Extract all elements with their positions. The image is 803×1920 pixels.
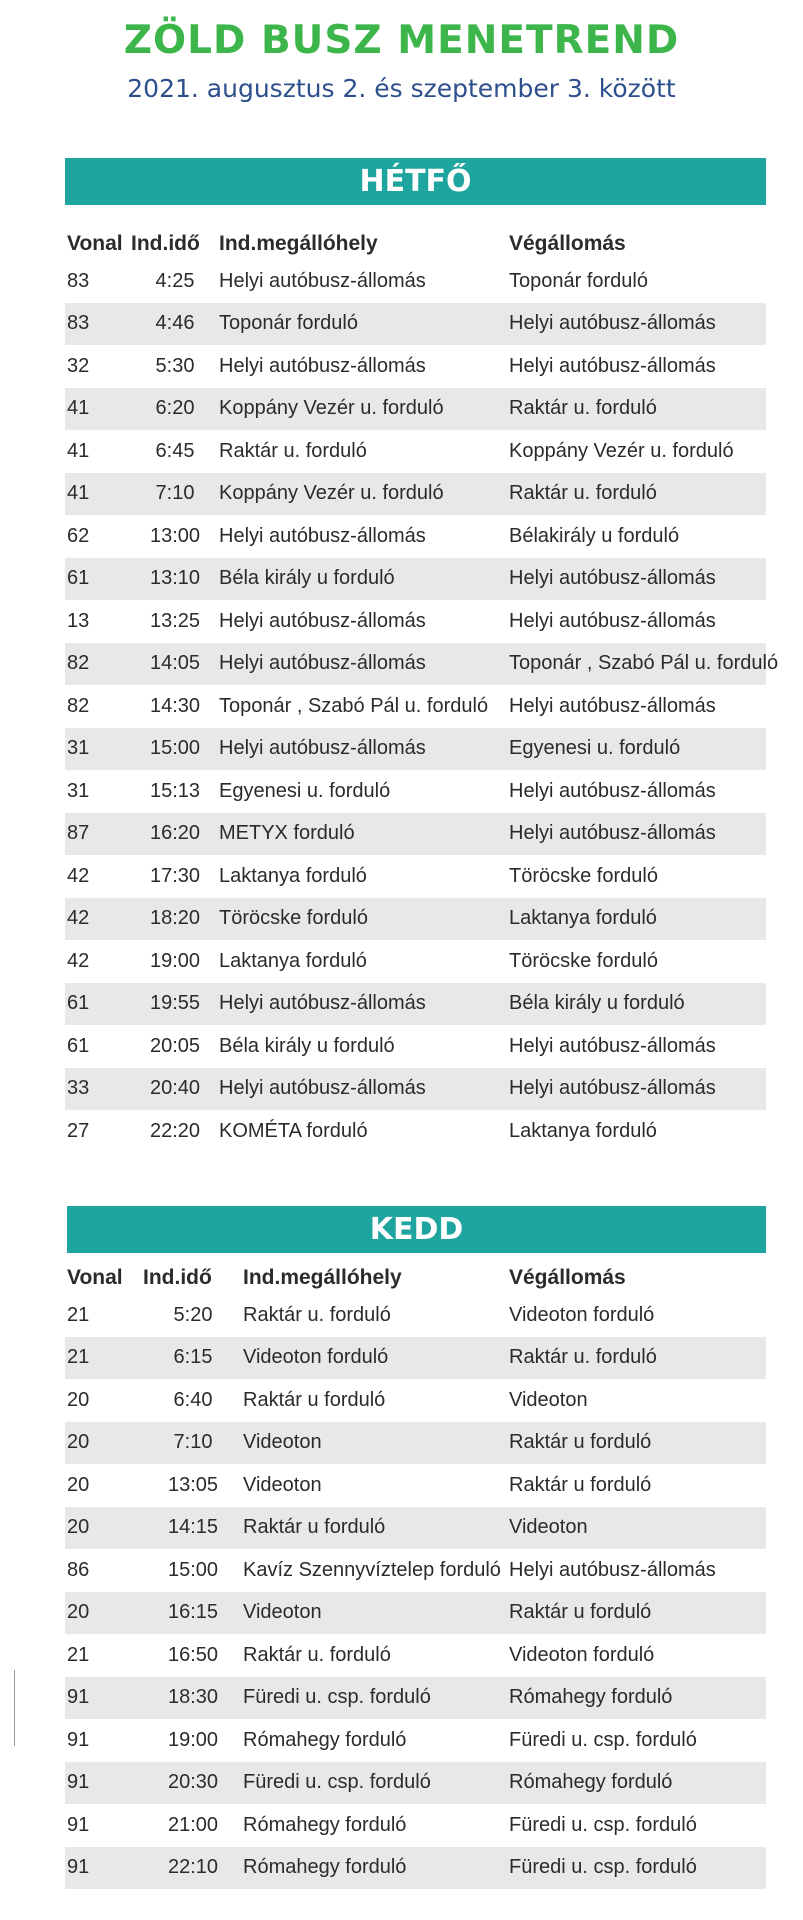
terminus-cell: Raktár u forduló: [509, 1592, 766, 1635]
terminus-cell: Egyenesi u. forduló: [509, 728, 766, 771]
line-number-cell: 91: [65, 1847, 143, 1890]
departure-time-cell: 13:25: [149, 609, 201, 632]
page-subtitle: 2021. augusztus 2. és szeptember 3. között: [127, 74, 676, 103]
table-row: [65, 345, 766, 388]
departure-time-cell: 13:10: [131, 558, 219, 601]
line-number-cell: 33: [65, 1068, 131, 1111]
line-number-cell: 41: [65, 473, 131, 516]
line-number-cell: 42: [67, 949, 90, 972]
departure-time-cell: 16:50: [167, 1643, 219, 1666]
departure-stop-cell: Helyi autóbusz-állomás: [219, 1068, 509, 1111]
column-header-ind-ido: Ind.idő: [143, 1266, 212, 1289]
terminus-cell: Raktár u forduló: [509, 1473, 652, 1496]
table-row: [65, 855, 766, 898]
line-number-cell: 61: [65, 558, 131, 601]
terminus-cell: Videoton: [509, 1507, 766, 1550]
terminus-cell: Videoton: [509, 1388, 588, 1411]
line-number-cell: 13: [67, 609, 90, 632]
line-number-cell: 20: [65, 1422, 143, 1465]
table-row: [65, 1847, 766, 1890]
schedule-table-kedd: [65, 1262, 766, 1889]
column-header-ind-ido: Ind.idő: [131, 232, 200, 255]
departure-stop-cell: Toponár , Szabó Pál u. forduló: [219, 694, 489, 717]
departure-stop-cell: Helyi autóbusz-állomás: [219, 524, 426, 547]
terminus-cell: Helyi autóbusz-állomás: [509, 303, 766, 346]
departure-time-cell: 5:30: [155, 354, 195, 377]
departure-stop-cell: Raktár u forduló: [243, 1388, 386, 1411]
departure-stop-cell: Helyi autóbusz-állomás: [219, 269, 426, 292]
day-banner-kedd: KEDD: [67, 1206, 766, 1253]
departure-stop-cell: Füredi u. csp. forduló: [243, 1762, 509, 1805]
terminus-cell: Bélakirály u forduló: [509, 524, 680, 547]
departure-time-cell: 20:40: [131, 1068, 219, 1111]
line-number-cell: 20: [67, 1473, 90, 1496]
table-row: [65, 1719, 766, 1762]
terminus-cell: Helyi autóbusz-állomás: [509, 609, 716, 632]
departure-stop-cell: Béla király u forduló: [219, 558, 509, 601]
page-title: ZÖLD BUSZ MENETREND: [123, 18, 680, 63]
departure-stop-cell: Rómahegy forduló: [243, 1813, 407, 1836]
table-row: [65, 983, 766, 1026]
departure-time-cell: 16:20: [131, 813, 219, 856]
departure-time-cell: 15:00: [167, 1558, 219, 1581]
line-number-cell: 21: [67, 1303, 90, 1326]
line-number-cell: 91: [67, 1728, 90, 1751]
line-number-cell: 42: [65, 898, 131, 941]
terminus-cell: Béla király u forduló: [509, 983, 766, 1026]
table-row: [65, 260, 766, 303]
table-row: [65, 1110, 766, 1153]
day-banner-hetfo: HÉTFŐ: [65, 158, 766, 205]
departure-time-cell: 20:05: [149, 1034, 201, 1057]
terminus-cell: Helyi autóbusz-állomás: [509, 354, 716, 377]
terminus-cell: Füredi u. csp. forduló: [509, 1847, 766, 1890]
line-number-cell: 61: [67, 1034, 90, 1057]
line-number-cell: 20: [67, 1388, 90, 1411]
departure-stop-cell: Béla király u forduló: [219, 1034, 395, 1057]
departure-stop-cell: Raktár u forduló: [243, 1507, 509, 1550]
line-number-cell: 41: [65, 388, 131, 431]
line-number-cell: 31: [67, 779, 90, 802]
terminus-cell: Füredi u. csp. forduló: [509, 1813, 697, 1836]
line-number-cell: 20: [65, 1507, 143, 1550]
terminus-cell: Töröcske forduló: [509, 949, 658, 972]
table-row: [65, 515, 766, 558]
line-number-cell: 86: [67, 1558, 90, 1581]
terminus-cell: Videoton forduló: [509, 1643, 655, 1666]
departure-time-cell: 16:15: [143, 1592, 243, 1635]
table-row: [65, 685, 766, 728]
column-header-vegallomas: Végállomás: [509, 232, 626, 255]
departure-time-cell: 15:00: [131, 728, 219, 771]
departure-time-cell: 22:10: [143, 1847, 243, 1890]
departure-time-cell: 13:05: [167, 1473, 219, 1496]
departure-time-cell: 4:46: [131, 303, 219, 346]
line-number-cell: 62: [67, 524, 90, 547]
terminus-cell: Raktár u forduló: [509, 1422, 766, 1465]
terminus-cell: Rómahegy forduló: [509, 1677, 766, 1720]
terminus-cell: Rómahegy forduló: [509, 1762, 766, 1805]
table-row: [65, 1464, 766, 1507]
line-number-cell: 41: [67, 439, 90, 462]
departure-stop-cell: Egyenesi u. forduló: [219, 779, 391, 802]
column-header-vonal: Vonal: [67, 1266, 123, 1289]
line-number-cell: 91: [65, 1762, 143, 1805]
table-row: [65, 940, 766, 983]
table-row: [65, 600, 766, 643]
departure-stop-cell: Koppány Vezér u. forduló: [219, 473, 509, 516]
terminus-cell: Toponár , Szabó Pál u. forduló: [509, 643, 766, 686]
departure-stop-cell: Raktár u. forduló: [243, 1643, 391, 1666]
departure-time-cell: 4:25: [155, 269, 195, 292]
column-header-ind-megallohely: Ind.megállóhely: [219, 232, 378, 255]
departure-time-cell: 6:45: [155, 439, 195, 462]
line-number-cell: 20: [65, 1592, 143, 1635]
departure-stop-cell: Rómahegy forduló: [243, 1728, 407, 1751]
table-row: [65, 388, 766, 431]
departure-stop-cell: Toponár forduló: [219, 303, 509, 346]
terminus-cell: Videoton forduló: [509, 1303, 655, 1326]
line-number-cell: 82: [67, 694, 90, 717]
line-number-cell: 83: [65, 303, 131, 346]
terminus-cell: Toponár forduló: [509, 269, 648, 292]
terminus-cell: Raktár u. forduló: [509, 388, 766, 431]
terminus-cell: Raktár u. forduló: [509, 1337, 766, 1380]
departure-stop-cell: Videoton: [243, 1473, 322, 1496]
departure-stop-cell: Helyi autóbusz-állomás: [219, 983, 509, 1026]
departure-time-cell: 20:30: [143, 1762, 243, 1805]
margin-line: [14, 1670, 15, 1746]
departure-stop-cell: Helyi autóbusz-állomás: [219, 728, 509, 771]
terminus-cell: Raktár u. forduló: [509, 473, 766, 516]
table-row: [65, 430, 766, 473]
departure-time-cell: 6:20: [131, 388, 219, 431]
departure-stop-cell: Laktanya forduló: [219, 864, 367, 887]
line-number-cell: 91: [65, 1677, 143, 1720]
terminus-cell: Füredi u. csp. forduló: [509, 1728, 697, 1751]
departure-time-cell: 18:20: [131, 898, 219, 941]
departure-stop-cell: Raktár u. forduló: [219, 439, 367, 462]
table-row: [65, 1294, 766, 1337]
terminus-cell: Töröcske forduló: [509, 864, 658, 887]
terminus-cell: Helyi autóbusz-állomás: [509, 694, 716, 717]
departure-time-cell: 6:15: [143, 1337, 243, 1380]
line-number-cell: 42: [67, 864, 90, 887]
table-row: [65, 1762, 766, 1805]
departure-stop-cell: Helyi autóbusz-állomás: [219, 609, 426, 632]
departure-stop-cell: Rómahegy forduló: [243, 1847, 509, 1890]
departure-time-cell: 7:10: [143, 1422, 243, 1465]
terminus-cell: Helyi autóbusz-állomás: [509, 813, 766, 856]
table-row: [65, 1507, 766, 1550]
column-header-ind-megallohely: Ind.megállóhely: [243, 1266, 402, 1289]
terminus-cell: Helyi autóbusz-állomás: [509, 558, 766, 601]
departure-time-cell: 5:20: [173, 1303, 213, 1326]
departure-time-cell: 7:10: [131, 473, 219, 516]
table-row: [65, 1068, 766, 1111]
table-header-row: [65, 1262, 766, 1294]
line-number-cell: 32: [67, 354, 90, 377]
departure-stop-cell: Koppány Vezér u. forduló: [219, 388, 509, 431]
departure-stop-cell: METYX forduló: [219, 813, 509, 856]
table-row: [65, 898, 766, 941]
departure-stop-cell: Raktár u. forduló: [243, 1303, 391, 1326]
column-header-vonal: Vonal: [67, 232, 123, 255]
line-number-cell: 31: [65, 728, 131, 771]
column-header-vegallomas: Végállomás: [509, 1266, 626, 1289]
departure-stop-cell: KOMÉTA forduló: [219, 1119, 368, 1142]
table-row: [65, 728, 766, 771]
departure-stop-cell: Videoton forduló: [243, 1337, 509, 1380]
table-row: [65, 770, 766, 813]
table-row: [65, 1677, 766, 1720]
departure-stop-cell: Helyi autóbusz-állomás: [219, 354, 426, 377]
table-row: [65, 303, 766, 346]
line-number-cell: 82: [65, 643, 131, 686]
table-header-row: [65, 228, 766, 260]
table-row: [65, 813, 766, 856]
departure-time-cell: 21:00: [167, 1813, 219, 1836]
line-number-cell: 61: [65, 983, 131, 1026]
terminus-cell: Laktanya forduló: [509, 898, 766, 941]
line-number-cell: 21: [65, 1337, 143, 1380]
departure-stop-cell: Füredi u. csp. forduló: [243, 1677, 509, 1720]
table-row: [65, 1025, 766, 1068]
departure-stop-cell: Laktanya forduló: [219, 949, 367, 972]
departure-time-cell: 19:55: [131, 983, 219, 1026]
table-row: [65, 1804, 766, 1847]
table-row: [65, 643, 766, 686]
departure-stop-cell: Videoton: [243, 1592, 509, 1635]
departure-time-cell: 22:20: [149, 1119, 201, 1142]
line-number-cell: 83: [67, 269, 90, 292]
departure-time-cell: 6:40: [173, 1388, 213, 1411]
schedule-table-hetfo: [65, 228, 779, 1153]
table-row: [65, 1422, 766, 1465]
table-row: [65, 558, 766, 601]
terminus-cell: Helyi autóbusz-állomás: [509, 1558, 716, 1581]
table-row: [65, 1379, 766, 1422]
line-number-cell: 21: [67, 1643, 90, 1666]
departure-stop-cell: Videoton: [243, 1422, 509, 1465]
departure-time-cell: 18:30: [143, 1677, 243, 1720]
table-row: [65, 1337, 766, 1380]
departure-time-cell: 19:00: [149, 949, 201, 972]
departure-stop-cell: Helyi autóbusz-állomás: [219, 643, 509, 686]
table-row: [65, 1592, 766, 1635]
departure-time-cell: 14:05: [131, 643, 219, 686]
departure-time-cell: 19:00: [167, 1728, 219, 1751]
terminus-cell: Helyi autóbusz-állomás: [509, 1068, 766, 1111]
line-number-cell: 87: [65, 813, 131, 856]
departure-stop-cell: Töröcske forduló: [219, 898, 509, 941]
line-number-cell: 27: [67, 1119, 90, 1142]
table-row: [65, 1549, 766, 1592]
departure-time-cell: 15:13: [149, 779, 201, 802]
terminus-cell: Laktanya forduló: [509, 1119, 657, 1142]
table-row: [65, 473, 766, 516]
departure-time-cell: 14:15: [143, 1507, 243, 1550]
terminus-cell: Helyi autóbusz-állomás: [509, 779, 716, 802]
departure-stop-cell: Kavíz Szennyvíztelep forduló: [243, 1558, 501, 1581]
line-number-cell: 91: [67, 1813, 90, 1836]
departure-time-cell: 13:00: [149, 524, 201, 547]
departure-time-cell: 14:30: [149, 694, 201, 717]
table-row: [65, 1634, 766, 1677]
terminus-cell: Helyi autóbusz-állomás: [509, 1034, 716, 1057]
departure-time-cell: 17:30: [149, 864, 201, 887]
terminus-cell: Koppány Vezér u. forduló: [509, 439, 734, 462]
